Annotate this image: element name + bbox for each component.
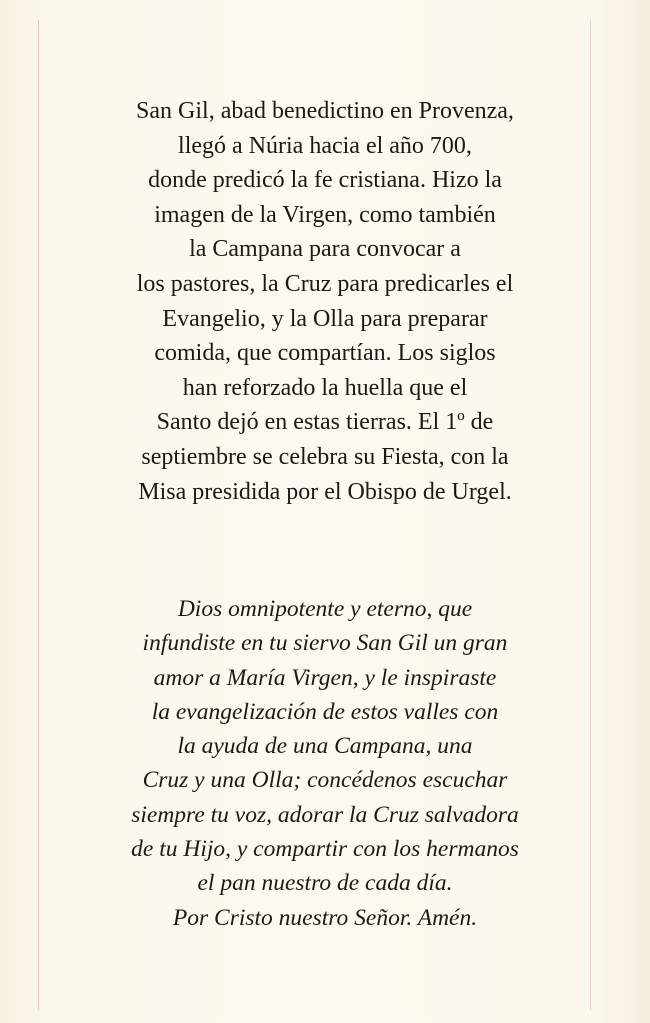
- biography-line: Evangelio, y la Olla para preparar: [162, 305, 488, 332]
- prayer-line: de tu Hijo, y compartir con los hermanos: [131, 836, 519, 863]
- biography-line: San Gil, abad benedictino en Provenza,: [136, 98, 514, 124]
- saint-biography-text: [60, 94, 590, 509]
- prayer-line: la evangelización de estos valles con: [151, 698, 499, 725]
- biography-line: llegó a Núria hacia el año 700,: [178, 132, 472, 159]
- biography-line: los pastores, la Cruz para predicarles el: [136, 270, 514, 297]
- biography-line: Santo dejó en estas tierras. El 1º de: [156, 409, 494, 436]
- card-left-edge-line: [38, 20, 39, 1010]
- biography-line: donde predicó la fe cristiana. Hizo la: [148, 167, 502, 194]
- prayer-line: infundiste en tu siervo San Gil un gran: [142, 630, 508, 657]
- biography-line: comida, que compartían. Los siglos: [154, 340, 496, 367]
- prayer-line: Cruz y una Olla; concédenos escuchar: [142, 767, 508, 794]
- card-right-edge-line: [590, 20, 591, 1010]
- biography-line: han reforzado la huella que el: [182, 374, 468, 401]
- prayer-line: la ayuda de una Campana, una: [177, 733, 473, 760]
- biography-line: septiembre se celebra su Fiesta, con la: [141, 443, 509, 470]
- biography-line: Misa presidida por el Obispo de Urgel.: [138, 478, 512, 505]
- prayer-line: amor a María Virgen, y le inspiraste: [153, 664, 497, 691]
- prayer-text: [60, 592, 590, 935]
- prayer-line: siempre tu voz, adorar la Cruz salvadora: [131, 801, 519, 828]
- biography-line: imagen de la Virgen, como también: [154, 201, 496, 228]
- prayer-line: Por Cristo nuestro Señor. Amén.: [172, 904, 478, 931]
- prayer-line: Dios omnipotente y eterno, que: [177, 596, 473, 622]
- prayer-line: el pan nuestro de cada día.: [197, 870, 453, 897]
- biography-line: la Campana para convocar a: [189, 236, 461, 263]
